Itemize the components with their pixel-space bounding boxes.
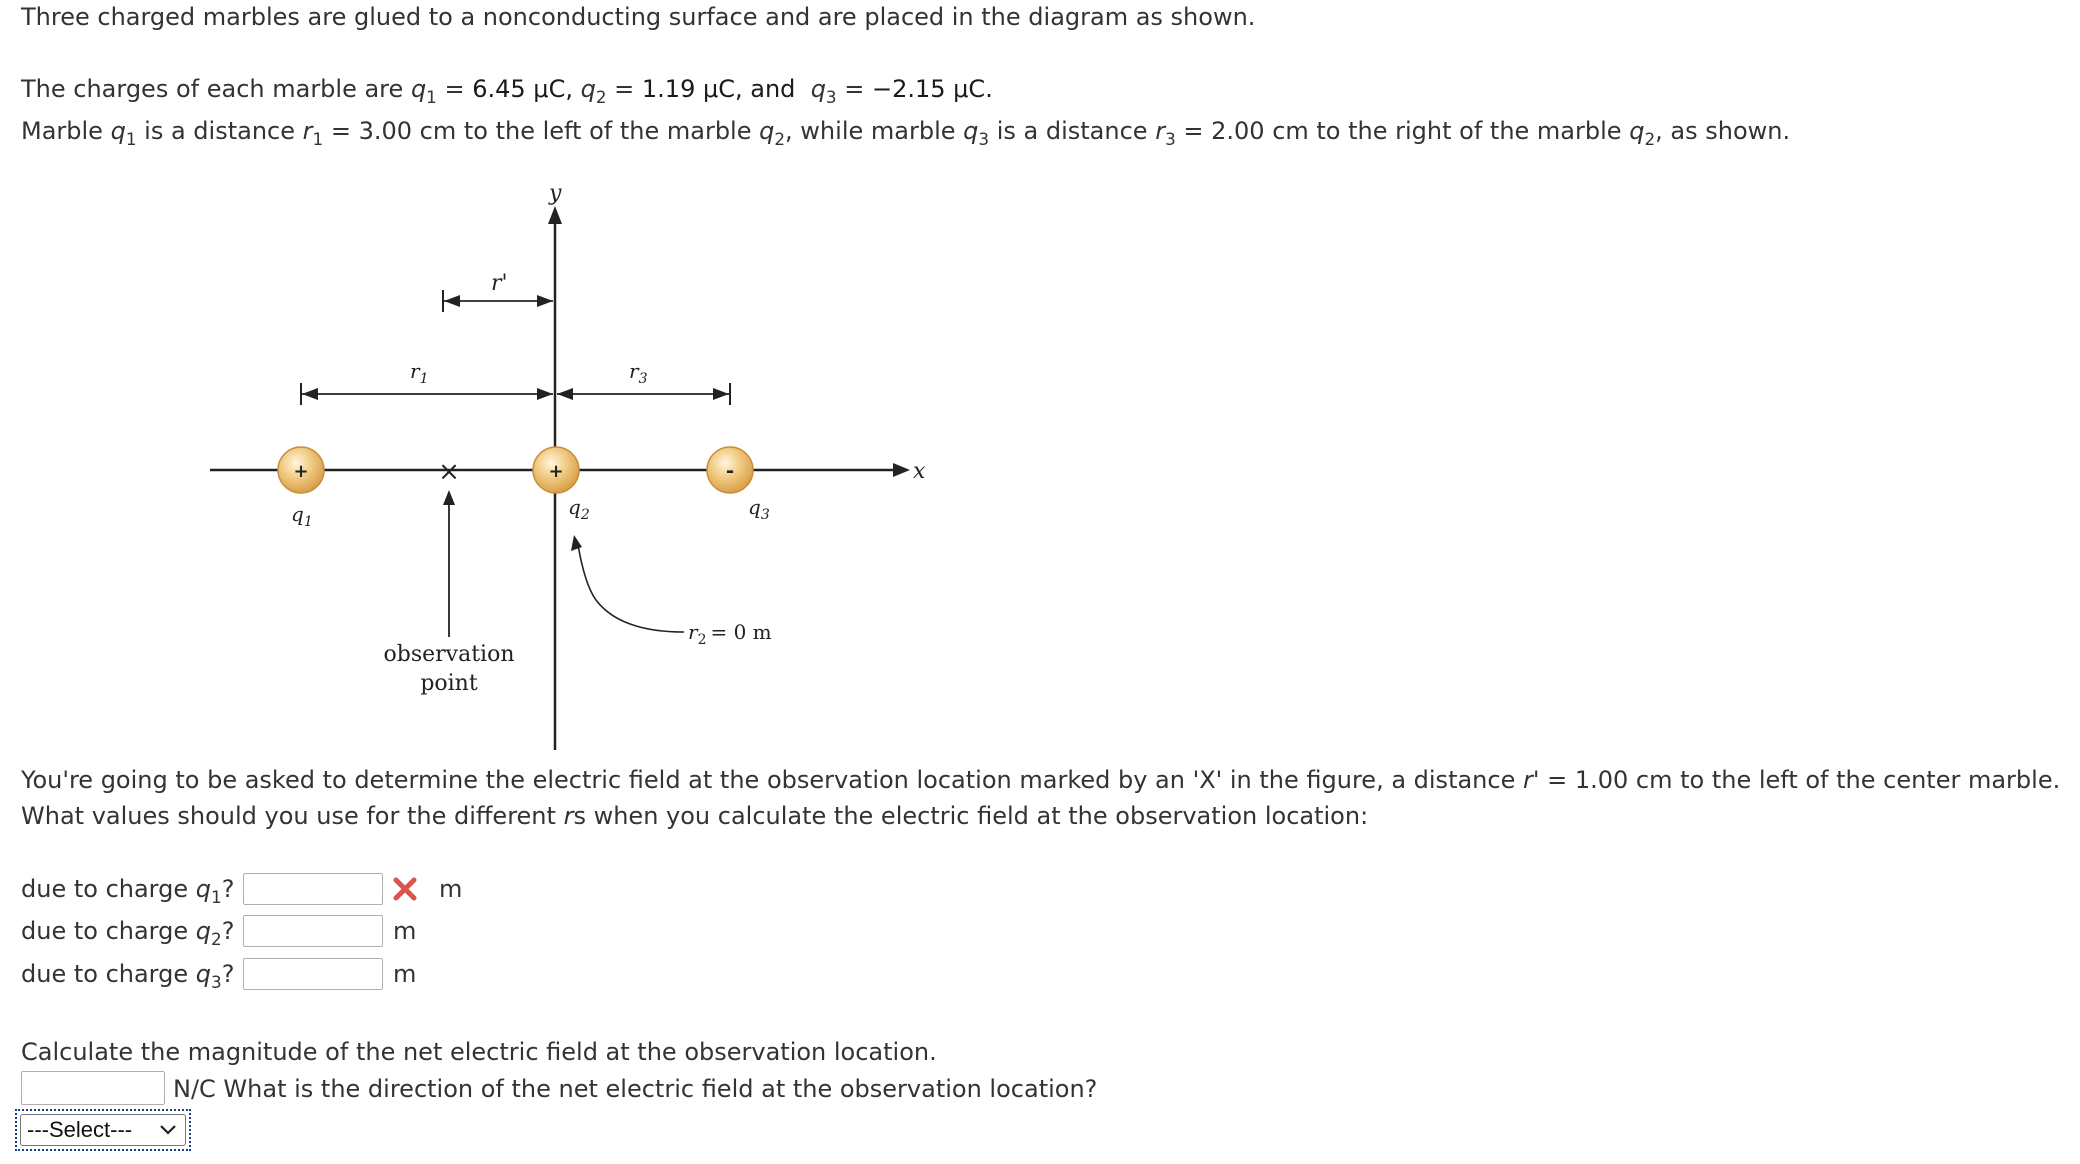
observation-label-line1: observation (383, 642, 515, 667)
question-line-2: What values should you use for the different rs when you calculate the electric field at the observation location: (21, 802, 1369, 830)
charges-text: The charges of each marble are $q_1 = 6.45$ μC, $q_2 = 1.19$ μC, and $q_3 = -2.15$ μC. (21, 75, 993, 107)
r2-arrow (571, 535, 582, 551)
unit-label-q2: m (393, 917, 417, 945)
answer-label-q3: due to charge $q_3$? (21, 960, 235, 992)
rprime-arrow-left (444, 295, 460, 307)
y-axis-label: y (549, 181, 562, 206)
q2-label: $q_2$ (568, 495, 590, 523)
x-axis-label: x (913, 459, 926, 484)
r1-arrow-right (537, 388, 553, 400)
unit-label-q1: m (439, 875, 463, 903)
r3-arrow-left (557, 388, 573, 400)
observation-arrow (443, 490, 455, 505)
svg-text:-: - (725, 458, 735, 482)
observation-x-mark: × (438, 457, 460, 487)
r1-arrow-left (302, 388, 318, 400)
marble-q1 (278, 447, 324, 493)
net-field-unit-and-direction-prompt: N/C What is the direction of the net electric field at the observation location? (173, 1075, 1098, 1103)
unit-label-q3: m (393, 960, 417, 988)
r2-curve (578, 545, 684, 632)
r3-arrow-right (713, 388, 729, 400)
incorrect-x-icon (389, 873, 421, 905)
chevron-down-icon (159, 1124, 177, 1136)
distance-input-q1[interactable] (243, 873, 383, 905)
rprime-label: r' (491, 271, 508, 296)
direction-select[interactable] (20, 1114, 186, 1146)
q1-label: $q_1$ (291, 502, 313, 530)
observation-label-line2: point (420, 671, 478, 696)
marble-q3 (707, 447, 753, 493)
answer-row-q1 (21, 871, 462, 907)
direction-select-value: ---Select--- (27, 1117, 133, 1142)
distance-input-q3[interactable] (243, 958, 383, 990)
svg-text:+: + (293, 461, 309, 482)
question-line-1: You're going to be asked to determine the electric field at the observation location marked by an 'X' in the figure, a distance r' = 1.00 cm to the left of the center marble. (21, 766, 2061, 794)
answer-row-q2 (21, 913, 416, 949)
r2-label: $r_2 = 0$ m (688, 620, 772, 648)
x-axis-arrow (893, 463, 910, 477)
answer-row-q3 (21, 956, 416, 992)
net-field-input[interactable] (21, 1071, 165, 1105)
rprime-arrow-right (537, 295, 553, 307)
answer-label-q2: due to charge $q_2$? (21, 917, 235, 949)
answer-label-q1: due to charge $q_1$? (21, 875, 235, 907)
distances-text: Marble $q_1$ is a distance $r_1 = 3.00$ cm to the left of the marble $q_2$, while marble $q_3$ is a distance $r_3 = 2.00$ cm to the right of the marble $q_2$, as shown. (21, 117, 1791, 149)
net-field-prompt: Calculate the magnitude of the net electric field at the observation location. (21, 1038, 937, 1066)
charge-diagram (200, 180, 960, 755)
svg-text:+: + (548, 461, 564, 482)
distance-input-q2[interactable] (243, 915, 383, 947)
q3-label: $q_3$ (748, 495, 770, 523)
r1-label: $r_1$ (410, 359, 429, 387)
direction-select-focus (15, 1109, 191, 1151)
intro-text: Three charged marbles are glued to a nonconducting surface and are placed in the diagram as shown. (21, 3, 1256, 31)
marble-q2 (533, 447, 579, 493)
r3-label: $r_3$ (629, 359, 648, 387)
y-axis-arrow (548, 206, 562, 224)
